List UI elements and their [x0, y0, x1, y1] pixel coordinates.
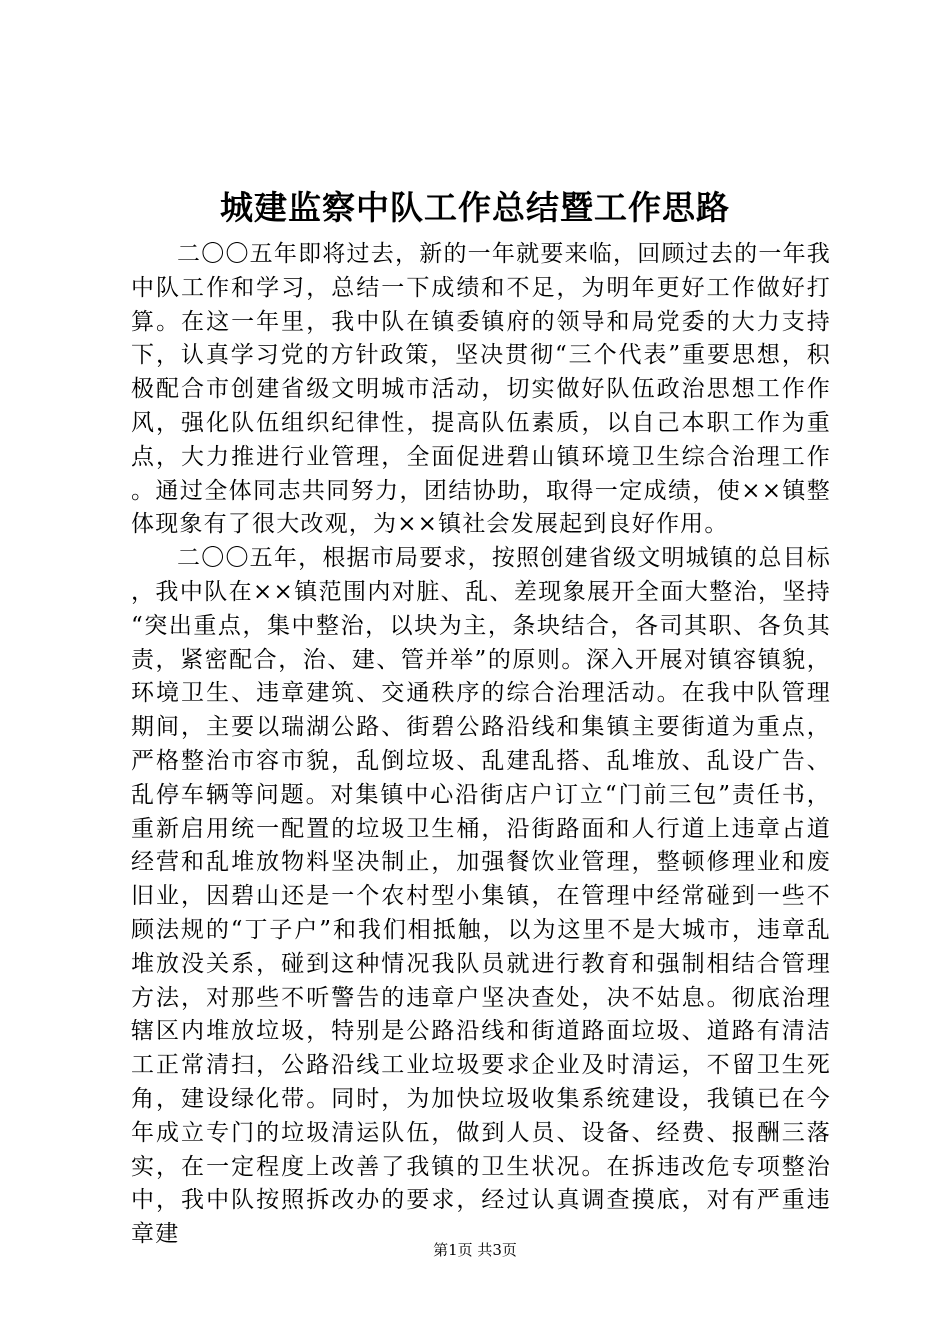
page-number-footer: 第1页 共3页 — [433, 1241, 517, 1259]
paragraph-2: 二〇〇五年，根据市局要求，按照创建省级文明城镇的总目标，我中队在××镇范围内对脏、乱、差现象展开全面大整治，坚持“突出重点，集中整治，以块为主，条块结合，各司其职、各负其责，紧密配合，治、建、管并举”的原则。深入开展对镇容镇貌，环境卫生、违章建筑、交通秩序的综合治理活动。在我中队管理期间，主要以瑞湖公路、街碧公路沿线和集镇主要街道为重点，严格整治市容市貌，乱倒垃圾、乱建乱搭、乱堆放、乱设广告、乱停车辆等问题。对集镇中心沿街店户订立“门前三包”责任书，重新启用统一配置的垃圾卫生桶，沿街路面和人行道上违章占道经营和乱堆放物料坚决制止，加强餐饮业管理，整顿修理业和废旧业，因碧山还是一个农村型小集镇，在管理中经常碰到一些不顾法规的“丁子户”和我们相抵触，以为这里不是大城市，违章乱堆放没关系，碰到这种情况我队员就进行教育和强制相结合管理方法，对那些不听警告的违章户坚决查处，决不姑息。彻底治理辖区内堆放垃圾，特别是公路沿线和街道路面垃圾、道路有清洁工正常清扫，公路沿线工业垃圾要求企业及时清运，不留卫生死角，建设绿化带。同时，为加快垃圾收集系统建设，我镇已在今年成立专门的垃圾清运队伍，做到人员、设备、经费、报酬三落实，在一定程度上改善了我镇的卫生状况。在拆违改危专项整治中，我中队按照拆改办的要求，经过认真调查摸底，对有严重违章建 — [131, 545, 831, 1248]
document-body — [131, 238, 831, 1252]
document-title: 城建监察中队工作总结暨工作思路 — [220, 188, 730, 227]
paragraph-1: 二〇〇五年即将过去，新的一年就要来临，回顾过去的一年我中队工作和学习，总结一下成绩和不足，为明年更好工作做好打算。在这一年里，我中队在镇委镇府的领导和局党委的大力支持下，认真学习党的方针政策，坚决贯彻“三个代表”重要思想，积极配合市创建省级文明城市活动，切实做好队伍政治思想工作作风，强化队伍组织纪律性，提高队伍素质，以自己本职工作为重点，大力推进行业管理，全面促进碧山镇环境卫生综合治理工作。通过全体同志共同努力，团结协助，取得一定成绩，使××镇整体现象有了很大改观，为××镇社会发展起到良好作用。 — [131, 241, 831, 538]
